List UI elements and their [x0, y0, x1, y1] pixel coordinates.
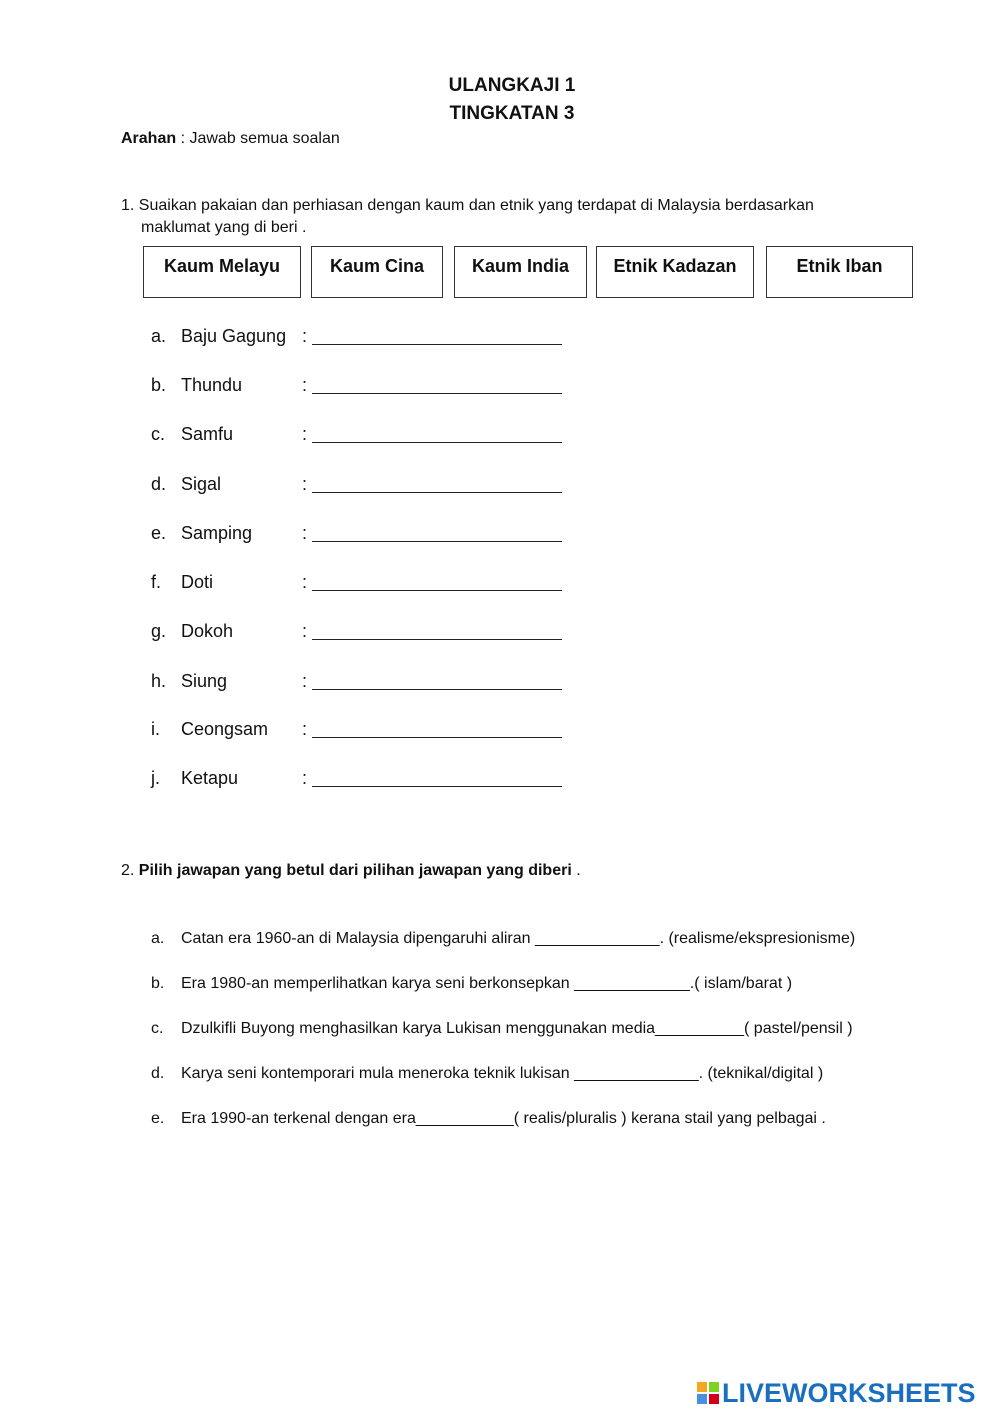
answer-blank[interactable] — [312, 344, 562, 345]
item-letter: b. — [151, 975, 165, 992]
liveworksheets-logo — [697, 1376, 976, 1410]
answer-blank[interactable] — [312, 689, 562, 690]
answer-blank[interactable] — [312, 590, 562, 591]
item-letter: e. — [151, 1110, 165, 1127]
item-letter: a. — [151, 930, 165, 947]
item-letter: d. — [151, 474, 167, 494]
item-letter: j. — [151, 768, 160, 788]
question-1-line1: 1. Suaikan pakaian dan perhiasan dengan kaum dan etnik yang terdapat di Malaysia berdasarkan — [121, 197, 814, 214]
item-colon: : — [302, 523, 308, 543]
item-name: Samfu — [181, 424, 234, 444]
item-text: Karya seni kontemporari mula meneroka teknik lukisan ______________. (teknikal/digital ) — [181, 1065, 824, 1082]
question-1-line2: maklumat yang di beri . — [141, 219, 307, 236]
item-letter: f. — [151, 572, 162, 592]
logo-wordmark: LIVEWORKSHEETS — [722, 1377, 976, 1408]
answer-blank[interactable] — [312, 492, 562, 493]
question-2-instruction-end: . — [571, 862, 581, 879]
item-colon: : — [302, 719, 308, 739]
item-letter: h. — [151, 671, 167, 691]
item-name: Ketapu — [181, 768, 239, 788]
question-1-prompt — [121, 195, 881, 239]
instructions — [121, 130, 340, 148]
item-colon: : — [302, 375, 308, 395]
item-name: Sigal — [181, 474, 222, 494]
item-colon: : — [302, 474, 308, 494]
page-subtitle: TINGKATAN 3 — [449, 103, 575, 124]
item-text: Era 1990-an terkenal dengan era___________( realis/pluralis ) kerana stail yang pelbagai . — [181, 1110, 826, 1127]
option-box-kaum-india: Kaum India — [454, 246, 587, 298]
item-name: Samping — [181, 523, 253, 543]
item-letter: b. — [151, 375, 167, 395]
item-colon: : — [302, 621, 308, 641]
item-name: Doti — [181, 572, 214, 592]
item-letter: g. — [151, 621, 167, 641]
item-colon: : — [302, 671, 308, 691]
item-colon: : — [302, 768, 308, 788]
item-letter: a. — [151, 326, 167, 346]
item-text: Dzulkifli Buyong menghasilkan karya Lukisan menggunakan media__________( pastel/pensil ) — [181, 1020, 853, 1037]
answer-blank[interactable] — [312, 393, 562, 394]
item-letter: c. — [151, 424, 166, 444]
item-letter: d. — [151, 1065, 165, 1082]
instructions-label: Arahan — [121, 130, 177, 147]
item-name: Baju Gagung — [181, 326, 287, 346]
instructions-text: : Jawab semua soalan — [176, 130, 340, 147]
item-text: Era 1980-an memperlihatkan karya seni berkonsepkan _____________.( islam/barat ) — [181, 975, 793, 992]
item-name: Ceongsam — [181, 719, 269, 739]
item-letter: c. — [151, 1020, 164, 1037]
item-letter: e. — [151, 523, 167, 543]
item-text: Catan era 1960-an di Malaysia dipengaruhi aliran ______________. (realisme/ekspresionisme) — [181, 930, 856, 947]
item-name: Siung — [181, 671, 228, 691]
option-box-etnik-kadazan: Etnik Kadazan — [596, 246, 754, 298]
option-box-kaum-melayu: Kaum Melayu — [143, 246, 301, 298]
page-title: ULANGKAJI 1 — [448, 75, 576, 96]
question-2-number: 2. — [121, 862, 139, 879]
answer-blank[interactable] — [312, 639, 562, 640]
answer-blank[interactable] — [312, 541, 562, 542]
answer-blank[interactable] — [312, 442, 562, 443]
option-box-etnik-iban: Etnik Iban — [766, 246, 913, 298]
item-colon: : — [302, 326, 308, 346]
option-box-kaum-cina: Kaum Cina — [311, 246, 443, 298]
item-name: Dokoh — [181, 621, 234, 641]
item-name: Thundu — [181, 375, 243, 395]
answer-blank[interactable] — [312, 786, 562, 787]
item-colon: : — [302, 572, 308, 592]
item-letter: i. — [151, 719, 160, 739]
logo-mark-icon — [697, 1382, 719, 1404]
question-2-prompt — [121, 862, 581, 880]
item-colon: : — [302, 424, 308, 444]
question-2-instruction: Pilih jawapan yang betul dari pilihan jawapan yang diberi — [138, 862, 572, 879]
answer-blank[interactable] — [312, 737, 562, 738]
